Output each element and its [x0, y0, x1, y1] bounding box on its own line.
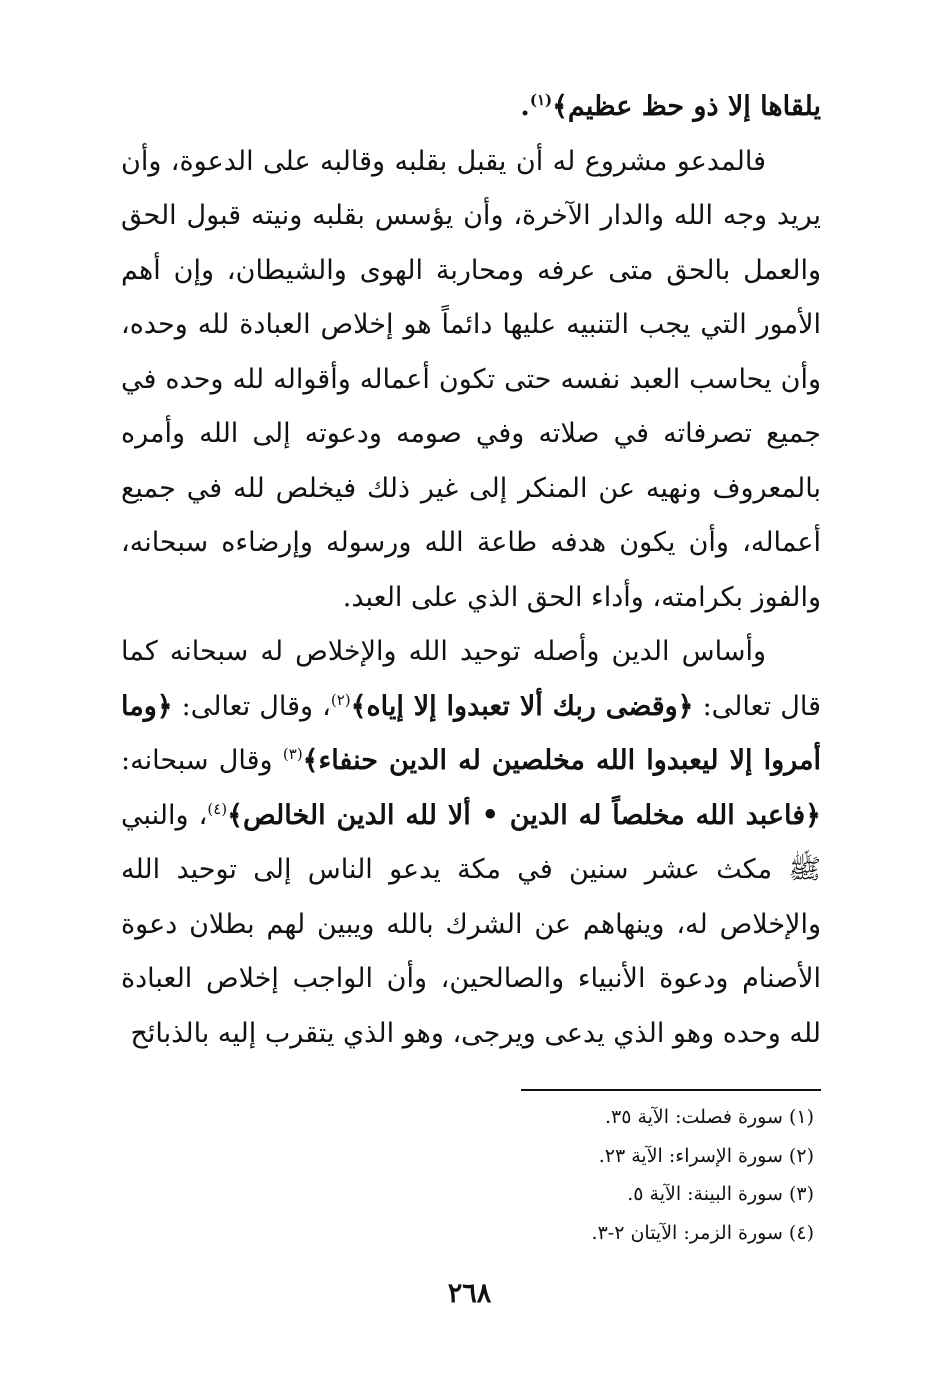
- paragraph-2-intro: وأساس الدين وأصله توحيد الله والإخلاص له سبحانه كما قال تعالى:: [121, 636, 821, 722]
- paragraph-1: فالمدعو مشروع له أن يقبل بقلبه وقالبه على الدعوة، وأن يريد وجه الله والدار الآخرة، وأن يؤسس بقلبه ونيته قبول الحق والعمل بالحق متى عرفه ومحاربة الهوى والشيطان، وإن أهم الأمور التي يجب التنبيه عليها دائماً هو إخلاص العبادة لله وحده، وأن يحاسب العبد نفسه حتى تكون أعماله وأقواله لله وحده في جميع تصرفاته في صلاته وفي صومه ودعوته إلى الله وأمره بالمعروف ونهيه عن المنكر إلى غير ذلك فيخلص لله في جميع أعماله، وأن يكون هدفه طاعة الله ورسوله وإرضاءه سبحانه، والفوز بكرامته، وأداء الحق الذي على العبد.: [121, 145, 821, 613]
- main-text: [121, 80, 821, 1061]
- opening-quote: يلقاها إلا ذو حظ عظيم﴾: [552, 91, 821, 122]
- footnote-item: (١) سورة فصلت: الآية ٣٥.: [604, 1106, 814, 1128]
- footnotes: [314, 1098, 814, 1252]
- paragraph-2: [121, 625, 821, 1061]
- quran-quote-1: ﴿وقضى ربك ألا تعبدوا إلا إياه﴾: [350, 690, 694, 722]
- footnote-separator: [521, 1089, 821, 1091]
- footnote-ref-2: (٢): [330, 690, 351, 709]
- footnote-item: (٤) سورة الزمر: الآيتان ٢-٣.: [591, 1221, 814, 1244]
- quran-quote-2: ﴿وما أمروا إلا ليعبدوا الله مخلصين له الدين حنفاء﴾: [121, 690, 821, 776]
- footnote-item: (٣) سورة البينة: الآية ٥.: [627, 1183, 814, 1205]
- opening-line: [121, 80, 821, 135]
- footnote-item: (٢) سورة الإسراء: الآية ٢٣.: [598, 1144, 814, 1167]
- footnote-ref-3: (٣): [282, 745, 303, 763]
- opening-end: .: [520, 91, 530, 122]
- page-number: ٢٦٨: [447, 1278, 492, 1309]
- paragraph-2-mid-1: ، وقال تعالى:: [172, 690, 331, 722]
- footnote-ref-1: (١): [529, 91, 553, 109]
- paragraph-2-mid-2: وقال سبحانه:: [121, 745, 283, 776]
- paragraph-2-rest: ، والنبي ﷺ مكث عشر سنين في مكة يدعو الناس إلى توحيد الله والإخلاص له، وينهاهم عن الشرك بالله ويبين لهم بطلان دعوة الأصنام ودعوة الأنبياء والصالحين، وأن الواجب إخلاص العبادة لله وحده وهو الذي يدعى ويرجى، وهو الذي يتقرب إليه بالذبائح: [121, 799, 821, 1049]
- footnote-ref-4: (٤): [207, 799, 228, 818]
- quran-quote-3: ﴿فاعبد الله مخلصاً له الدين • ألا لله الدين الخالص﴾: [227, 799, 821, 831]
